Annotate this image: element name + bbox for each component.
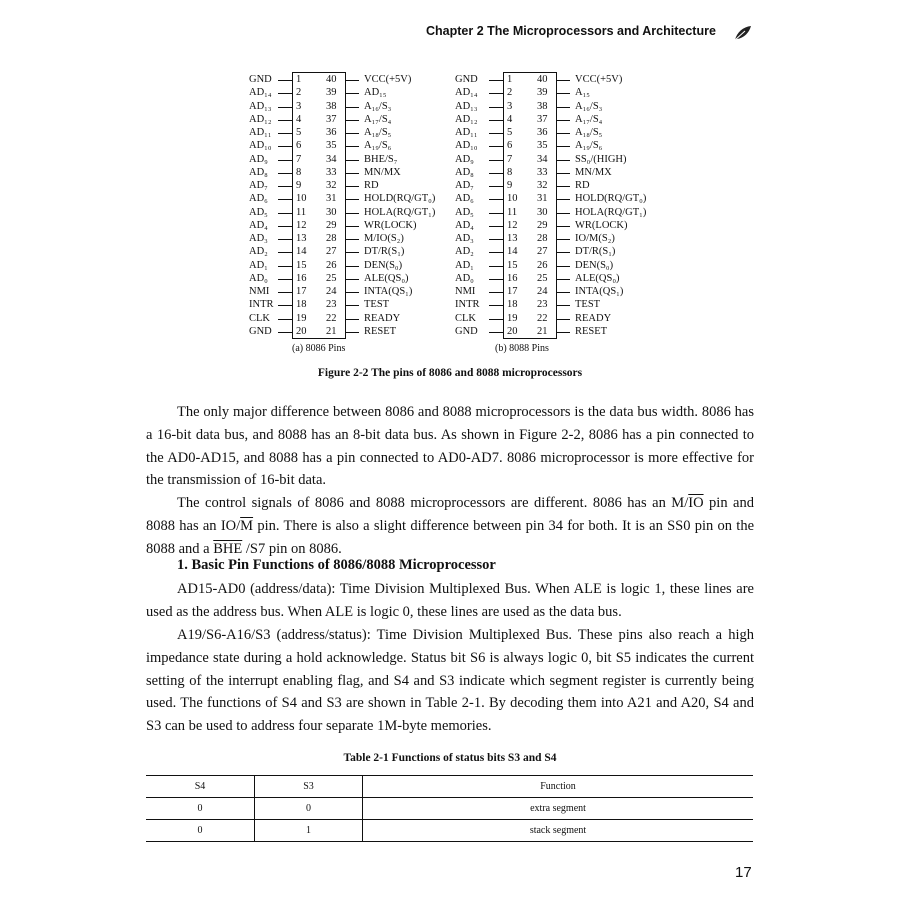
pin-number-right: 34: [537, 153, 548, 165]
pin-number-left: 11: [296, 206, 307, 218]
pin-lead: [278, 279, 292, 280]
pin-number-left: 19: [296, 312, 307, 324]
pin-number-right: 22: [537, 312, 548, 324]
pin-lead: [489, 239, 503, 240]
pin-lead: [278, 213, 292, 214]
pin-left-label: AD₀: [249, 272, 268, 284]
pin-lead: [556, 239, 570, 240]
table-caption: Table 2-1 Functions of status bits S3 and S4: [343, 752, 557, 764]
pin-left-label: AD₃: [455, 233, 474, 244]
pin-number-left: 13: [296, 233, 307, 244]
pin-lead: [556, 146, 570, 147]
pin-number-left: 16: [507, 272, 518, 284]
pin-left-label: AD₁₀: [455, 140, 478, 152]
pin-right-label: A₁₈/S₅: [575, 127, 603, 138]
pin-left-label: AD₁₀: [249, 140, 272, 152]
pin-number-right: 30: [326, 206, 337, 218]
pin-lead: [345, 292, 359, 293]
pin-number-left: 5: [296, 127, 302, 138]
pin-left-label: AD₄: [455, 219, 474, 231]
pin-lead: [556, 226, 570, 227]
leaf-icon: [733, 24, 753, 42]
pin-right-label: DEN(S₀): [364, 259, 403, 271]
status-bits-table: [146, 775, 753, 842]
pin-lead: [345, 107, 359, 108]
pin-number-left: 1: [507, 74, 513, 85]
pin-number-left: 18: [507, 299, 518, 311]
pin-left-label: AD₁₄: [455, 87, 478, 99]
chip-8088-caption: (b) 8088 Pins: [495, 343, 549, 354]
pin-number-right: 39: [537, 87, 548, 99]
pin-right-label: DT/R(S₁): [575, 246, 616, 258]
pin-left-label: AD₉: [455, 153, 474, 165]
pin-lead: [489, 93, 503, 94]
pin-right-label: A₁₉/S₆: [364, 140, 392, 152]
pin-number-left: 16: [296, 272, 307, 284]
pin-number-right: 28: [537, 233, 548, 244]
pin-right-label: READY: [575, 312, 612, 324]
pin-number-right: 37: [537, 113, 548, 125]
pin-number-left: 9: [296, 180, 302, 191]
pin-number-left: 14: [507, 246, 518, 258]
pin-number-right: 32: [326, 180, 337, 191]
pin-lead: [489, 226, 503, 227]
pin-lead: [278, 239, 292, 240]
pin-right-label: IO/M(S₂): [575, 233, 615, 244]
pin-number-left: 6: [507, 140, 513, 152]
pin-lead: [489, 213, 503, 214]
section-heading: 1. Basic Pin Functions of 8086/8088 Microprocessor: [177, 557, 496, 573]
table-cell: 0: [146, 798, 255, 820]
pin-number-right: 37: [326, 113, 337, 125]
pin-number-right: 38: [537, 100, 548, 112]
pin-left-label: AD₆: [455, 193, 474, 205]
pin-lead: [556, 266, 570, 267]
pin-right-label: A₁₉/S₆: [575, 140, 603, 152]
pin-lead: [278, 120, 292, 121]
chip-8086-caption: (a) 8086 Pins: [292, 343, 346, 354]
paragraph-4: A19/S6-A16/S3 (address/status): Time Division Multiplexed Bus. These pins also reach a high impedance state during a hold acknowledge. Status bit S6 is always logic 0, bit S5 indicates the current setting of the interrupt enabling flag, and S4 and S3 indicate which segment register is currently being used. The functions of S4 and S3 are shown in Table 2-1. By decoding them into A21 and A20, S4 and S3 can be used to address four separate 1M-byte memories.: [146, 627, 754, 735]
pin-right-label: HOLA(RQ/GT₁): [364, 206, 436, 218]
pin-left-label: CLK: [455, 312, 476, 324]
pin-lead: [556, 133, 570, 134]
pin-lead: [556, 279, 570, 280]
pin-number-left: 12: [507, 219, 518, 231]
pin-number-right: 23: [537, 299, 548, 311]
pin-right-label: AD₁₅: [364, 87, 387, 99]
pin-number-right: 24: [537, 286, 548, 297]
pin-left-label: AD₇: [249, 180, 268, 191]
pin-number-left: 12: [296, 219, 307, 231]
pin-lead: [278, 332, 292, 333]
page-number: 17: [735, 864, 752, 881]
pin-number-left: 9: [507, 180, 513, 191]
p2-text-a: The control signals of 8086 and 8088 microprocessors are different. 8086 has an M/: [177, 495, 689, 511]
pin-number-right: 31: [537, 193, 548, 205]
pin-lead: [556, 173, 570, 174]
p2-m-overline: $\overline{M}$: [240, 517, 254, 534]
pin-right-label: RESET: [364, 325, 397, 337]
p2-bhe-overline: $\overline{BHE}$: [213, 540, 243, 557]
pin-right-label: RD: [575, 180, 590, 191]
pin-right-label: A₁₈/S₅: [364, 127, 392, 138]
pin-lead: [345, 199, 359, 200]
pin-left-label: AD₁₃: [455, 100, 478, 112]
pin-lead: [278, 146, 292, 147]
pin-left-label: GND: [455, 325, 478, 337]
pin-lead: [278, 305, 292, 306]
pin-number-left: 17: [296, 286, 307, 297]
pin-lead: [489, 292, 503, 293]
pin-lead: [345, 319, 359, 320]
pin-lead: [345, 279, 359, 280]
pin-right-label: WR(LOCK): [575, 219, 628, 231]
pin-lead: [278, 252, 292, 253]
pin-number-left: 13: [507, 233, 518, 244]
table-row: [146, 820, 753, 842]
pin-right-label: READY: [364, 312, 401, 324]
pin-number-right: 27: [326, 246, 337, 258]
pin-lead: [556, 252, 570, 253]
pin-left-label: AD₄: [249, 219, 268, 231]
table-header-function: Function: [363, 776, 754, 798]
pin-right-label: INTA(QS₁): [575, 286, 624, 297]
pin-number-left: 20: [507, 325, 518, 337]
pin-number-right: 39: [326, 87, 337, 99]
pin-left-label: AD₁₂: [249, 113, 272, 125]
pin-left-label: AD₅: [249, 206, 268, 218]
pin-lead: [278, 199, 292, 200]
pin-left-label: AD₃: [249, 233, 268, 244]
pin-right-label: VCC(+5V): [575, 74, 623, 85]
pin-number-right: 28: [326, 233, 337, 244]
pin-lead: [489, 120, 503, 121]
p2-io-overline: $\overline{IO}$: [688, 495, 704, 511]
pin-number-left: 20: [296, 325, 307, 337]
pin-number-left: 5: [507, 127, 513, 138]
pin-left-label: INTR: [249, 299, 274, 311]
pin-right-label: DEN(S₀): [575, 259, 614, 271]
table-cell: 0: [255, 798, 363, 820]
pin-number-left: 10: [296, 193, 307, 205]
pin-right-label: ALE(QS₀): [575, 272, 620, 284]
pin-number-right: 26: [537, 259, 548, 271]
pin-right-label: MN/MX: [364, 166, 401, 178]
p2-text-d: /S7 pin on 8086.: [242, 540, 342, 557]
pin-lead: [345, 226, 359, 227]
pin-lead: [489, 186, 503, 187]
figure-caption: Figure 2-2 The pins of 8086 and 8088 microprocessors: [317, 367, 583, 379]
pin-lead: [345, 239, 359, 240]
paragraph-2: [146, 492, 754, 560]
pin-lead: [278, 226, 292, 227]
pin-left-label: AD₅: [455, 206, 474, 218]
pin-number-left: 17: [507, 286, 518, 297]
pin-lead: [345, 332, 359, 333]
paragraph-3: AD15-AD0 (address/data): Time Division Multiplexed Bus. When ALE is logic 1, these lines are used as the address bus. When ALE is logic 0, these lines are used as the data bus.: [146, 581, 754, 620]
table-row: [146, 798, 753, 820]
pin-number-right: 29: [537, 219, 548, 231]
pin-number-left: 6: [296, 140, 302, 152]
pin-right-label: ALE(QS₀): [364, 272, 409, 284]
pin-lead: [345, 120, 359, 121]
pin-lead: [489, 160, 503, 161]
pin-number-right: 30: [537, 206, 548, 218]
pin-number-right: 25: [537, 272, 548, 284]
pin-number-right: 36: [537, 127, 548, 138]
pin-lead: [489, 305, 503, 306]
pin-right-label: RESET: [575, 325, 608, 337]
pin-number-left: 15: [507, 259, 518, 271]
table-cell: stack segment: [363, 820, 754, 842]
table-header-s4: S4: [146, 776, 255, 798]
pin-left-label: AD₉: [249, 153, 268, 165]
pin-lead: [278, 173, 292, 174]
pin-number-right: 22: [326, 312, 337, 324]
pin-right-label: TEST: [364, 299, 390, 311]
pin-left-label: CLK: [249, 312, 270, 324]
pin-lead: [345, 173, 359, 174]
pin-number-left: 15: [296, 259, 307, 271]
pin-right-label: INTA(QS₁): [364, 286, 413, 297]
pin-number-left: 8: [296, 166, 302, 178]
pin-lead: [345, 160, 359, 161]
pin-right-label: A₁₆/S₃: [575, 100, 603, 112]
pin-left-label: AD₇: [455, 180, 474, 191]
p2-text-b: pin and 8088 has an IO/: [146, 495, 754, 534]
pin-lead: [278, 133, 292, 134]
pin-lead: [556, 107, 570, 108]
pin-number-right: 21: [537, 325, 548, 337]
pin-right-label: A₁₇/S₄: [575, 113, 603, 125]
pin-lead: [489, 80, 503, 81]
pin-lead: [489, 107, 503, 108]
pin-right-label: MN/MX: [575, 166, 612, 178]
pin-lead: [278, 266, 292, 267]
pin-lead: [345, 146, 359, 147]
pin-lead: [489, 332, 503, 333]
pin-lead: [489, 266, 503, 267]
pin-lead: [489, 146, 503, 147]
pin-lead: [345, 93, 359, 94]
paragraph-1: The only major difference between 8086 and 8088 microprocessors is the data bus width. 8086 has a 16-bit data bus, and 8088 has an 8-bit data bus. As shown in Figure 2-2, 8086 has a pin connected to the AD0-AD15, and 8088 has a pin connected to AD0-AD7. 8086 microprocessor is more effective for the transmission of 16-bit data.: [146, 404, 754, 489]
pin-number-right: 38: [326, 100, 337, 112]
pin-right-label: WR(LOCK): [364, 219, 417, 231]
pin-left-label: AD₁₃: [249, 100, 272, 112]
pin-lead: [278, 160, 292, 161]
pin-left-label: AD₆: [249, 193, 268, 205]
p2-text-c: pin. There is also a slight difference between pin 34 for both. It is an SS0 pin on the 8088 and a: [146, 517, 755, 557]
pin-left-label: NMI: [455, 286, 476, 297]
pin-lead: [345, 213, 359, 214]
pin-lead: [556, 332, 570, 333]
pin-lead: [345, 252, 359, 253]
pin-number-left: 8: [507, 166, 513, 178]
pin-lead: [556, 120, 570, 121]
pin-lead: [278, 93, 292, 94]
pin-lead: [345, 266, 359, 267]
pin-left-label: AD₀: [455, 272, 474, 284]
pin-right-label: A₁₅: [575, 87, 590, 99]
pin-number-right: 40: [326, 74, 337, 85]
pin-lead: [278, 80, 292, 81]
pin-number-right: 23: [326, 299, 337, 311]
pin-number-left: 14: [296, 246, 307, 258]
pin-right-label: A₁₇/S₄: [364, 113, 392, 125]
pin-lead: [489, 279, 503, 280]
pin-number-left: 7: [507, 153, 513, 165]
pin-lead: [489, 199, 503, 200]
pin-right-label: M/IO(S₂): [364, 233, 404, 244]
running-header: Chapter 2 The Microprocessors and Architecture: [426, 24, 716, 38]
pin-lead: [278, 107, 292, 108]
pin-number-right: 34: [326, 153, 337, 165]
table-cell: 0: [146, 820, 255, 842]
pin-left-label: AD₁: [249, 259, 268, 271]
pin-lead: [489, 252, 503, 253]
pin-lead: [556, 292, 570, 293]
pin-number-left: 10: [507, 193, 518, 205]
pin-lead: [556, 199, 570, 200]
pin-left-label: AD₈: [455, 166, 474, 178]
pin-right-label: TEST: [575, 299, 601, 311]
pin-number-left: 4: [296, 113, 302, 125]
pin-left-label: AD₁: [455, 259, 474, 271]
pin-lead: [278, 319, 292, 320]
pin-lead: [489, 173, 503, 174]
pin-left-label: AD₂: [455, 246, 474, 258]
pin-number-left: 4: [507, 113, 513, 125]
pin-number-right: 35: [537, 140, 548, 152]
pin-lead: [556, 160, 570, 161]
pin-number-left: 1: [296, 74, 302, 85]
pin-number-right: 21: [326, 325, 337, 337]
pin-lead: [556, 186, 570, 187]
pin-left-label: AD₂: [249, 246, 268, 258]
pin-right-label: SS₀/(HIGH): [575, 153, 627, 165]
pin-number-left: 3: [296, 100, 302, 112]
pin-left-label: INTR: [455, 299, 480, 311]
pin-number-left: 2: [507, 87, 513, 99]
pin-right-label: DT/R(S₁): [364, 246, 405, 258]
pin-left-label: AD₈: [249, 166, 268, 178]
pin-number-right: 24: [326, 286, 337, 297]
pin-number-right: 33: [326, 166, 337, 178]
table-cell: extra segment: [363, 798, 754, 820]
table-header-s3: S3: [255, 776, 363, 798]
pin-number-right: 25: [326, 272, 337, 284]
pin-left-label: AD₁₁: [455, 127, 478, 138]
pin-left-label: AD₁₄: [249, 87, 272, 99]
pin-lead: [345, 80, 359, 81]
pin-number-left: 2: [296, 87, 302, 99]
pin-left-label: GND: [455, 74, 478, 85]
pin-number-left: 19: [507, 312, 518, 324]
pin-right-label: A₁₆/S₃: [364, 100, 392, 112]
pin-lead: [489, 319, 503, 320]
pin-right-label: HOLD(RQ/GT₀): [364, 193, 436, 205]
pin-number-right: 29: [326, 219, 337, 231]
pin-left-label: NMI: [249, 286, 270, 297]
pin-left-label: AD₁₂: [455, 113, 478, 125]
pin-number-right: 31: [326, 193, 337, 205]
pin-number-right: 26: [326, 259, 337, 271]
pin-lead: [345, 305, 359, 306]
pin-lead: [556, 80, 570, 81]
pin-left-label: GND: [249, 325, 272, 337]
pin-lead: [556, 305, 570, 306]
pin-number-right: 32: [537, 180, 548, 191]
pin-lead: [345, 186, 359, 187]
table-cell: 1: [255, 820, 363, 842]
pin-right-label: HOLD(RQ/GT₀): [575, 193, 647, 205]
pin-right-label: VCC(+5V): [364, 74, 412, 85]
pin-lead: [556, 93, 570, 94]
pin-right-label: HOLA(RQ/GT₁): [575, 206, 647, 218]
pin-number-right: 36: [326, 127, 337, 138]
pin-lead: [278, 292, 292, 293]
pin-number-left: 18: [296, 299, 307, 311]
pin-left-label: GND: [249, 74, 272, 85]
pin-lead: [489, 133, 503, 134]
pin-lead: [345, 133, 359, 134]
pin-number-right: 40: [537, 74, 548, 85]
pin-number-left: 7: [296, 153, 302, 165]
pin-lead: [278, 186, 292, 187]
pin-right-label: RD: [364, 180, 379, 191]
pin-number-left: 11: [507, 206, 518, 218]
pin-number-right: 27: [537, 246, 548, 258]
pin-lead: [556, 213, 570, 214]
pin-number-right: 35: [326, 140, 337, 152]
pin-number-left: 3: [507, 100, 513, 112]
pin-lead: [556, 319, 570, 320]
pin-left-label: AD₁₁: [249, 127, 272, 138]
pin-right-label: BHE/S₇: [364, 153, 398, 165]
pin-number-right: 33: [537, 166, 548, 178]
